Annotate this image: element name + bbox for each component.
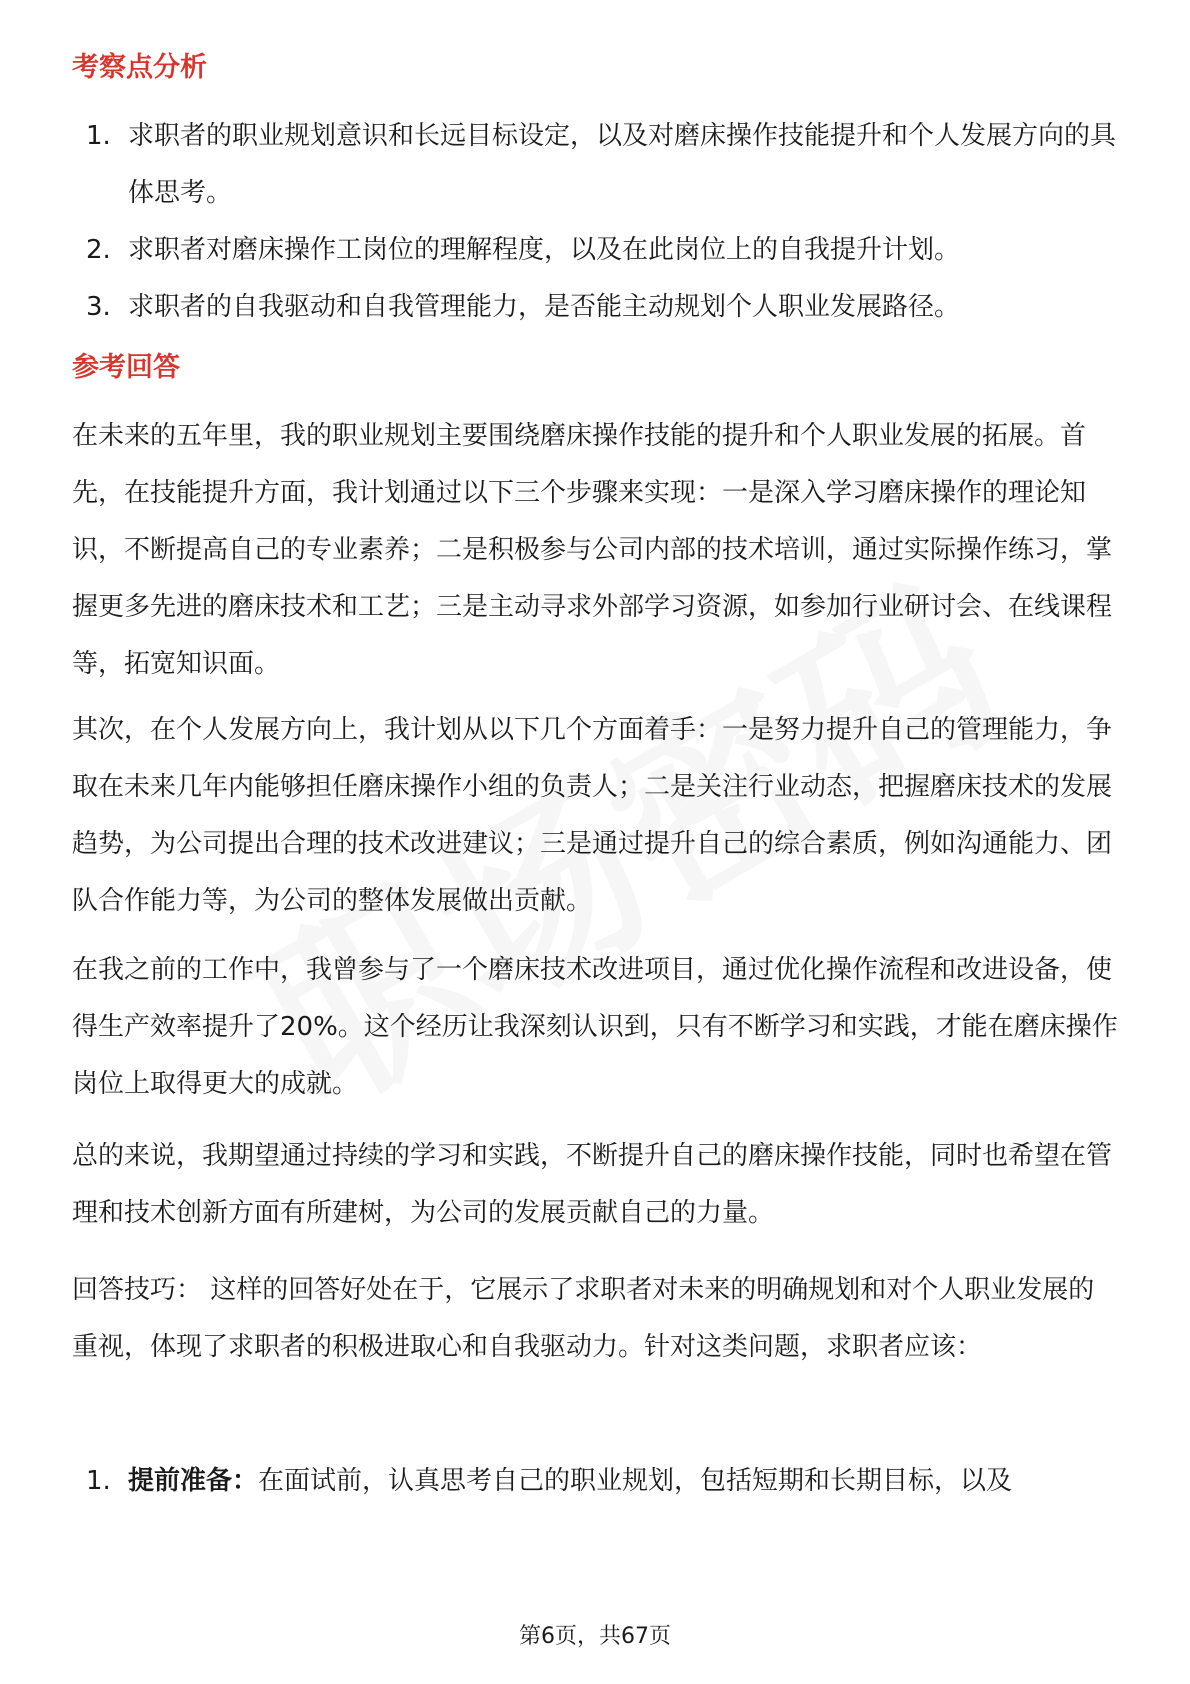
section-title-analysis: 考察点分析 <box>72 52 207 83</box>
list-item-text: 求职者的自我驱动和自我管理能力，是否能主动规划个人职业发展路径。 <box>128 292 961 322</box>
tips-list <box>72 1453 1118 1510</box>
answer-paragraph: 其次，在个人发展方向上，我计划从以下几个方面着手：一是努力提升自己的管理能力，争取在未来几年内能够担任磨床操作小组的负责人；二是关注行业动态，把握磨床技术的发展趋势，为公司提出合理的技术改进建议；三是通过提升自己的综合素质，例如沟通能力、团队合作能力等，为公司的整体发展做出贡献。 <box>72 715 1113 916</box>
list-item-text: 求职者的职业规划意识和长远目标设定，以及对磨床操作技能提升和个人发展方向的具体思考。 <box>128 121 1117 208</box>
list-number: 2. <box>86 235 111 265</box>
answer-paragraph: 总的来说，我期望通过持续的学习和实践，不断提升自己的磨床操作技能，同时也希望在管理和技术创新方面有所建树，为公司的发展贡献自己的力量。 <box>72 1141 1113 1228</box>
list-number: 1. <box>86 1466 111 1496</box>
list-item-text: 求职者对磨床操作工岗位的理解程度，以及在此岗位上的自我提升计划。 <box>128 235 961 265</box>
page-number: 第6页，共67页 <box>519 1624 671 1649</box>
answer-paragraph: 在我之前的工作中，我曾参与了一个磨床技术改进项目，通过优化操作流程和改进设备，使得生产效率提升了20%。这个经历让我深刻认识到，只有不断学习和实践，才能在磨床操作岗位上取得更大的成就。 <box>72 955 1118 1099</box>
list-number: 1. <box>86 121 111 151</box>
list-item <box>72 222 1118 279</box>
answer-tips-intro: 回答技巧： 这样的回答好处在于，它展示了求职者对未来的明确规划和对个人职业发展的重视，体现了求职者的积极进取心和自我驱动力。针对这类问题，求职者应该： <box>72 1275 1095 1362</box>
tip-label: 提前准备： <box>128 1466 259 1496</box>
list-item <box>72 1453 1118 1510</box>
list-item <box>72 108 1118 222</box>
list-number: 3. <box>86 292 111 322</box>
tip-text: 在面试前，认真思考自己的职业规划，包括短期和长期目标，以及 <box>258 1466 1013 1496</box>
answer-paragraph: 在未来的五年里，我的职业规划主要围绕磨床操作技能的提升和个人职业发展的拓展。首先，在技能提升方面，我计划通过以下三个步骤来实现：一是深入学习磨床操作的理论知识，不断提高自己的专业素养；二是积极参与公司内部的技术培训，通过实际操作练习，掌握更多先进的磨床技术和工艺；三是主动寻求外部学习资源，如参加行业研讨会、在线课程等，拓宽知识面。 <box>72 421 1113 679</box>
analysis-list <box>72 108 1118 336</box>
section-title-answer: 参考回答 <box>72 352 180 383</box>
list-item <box>72 279 1118 336</box>
